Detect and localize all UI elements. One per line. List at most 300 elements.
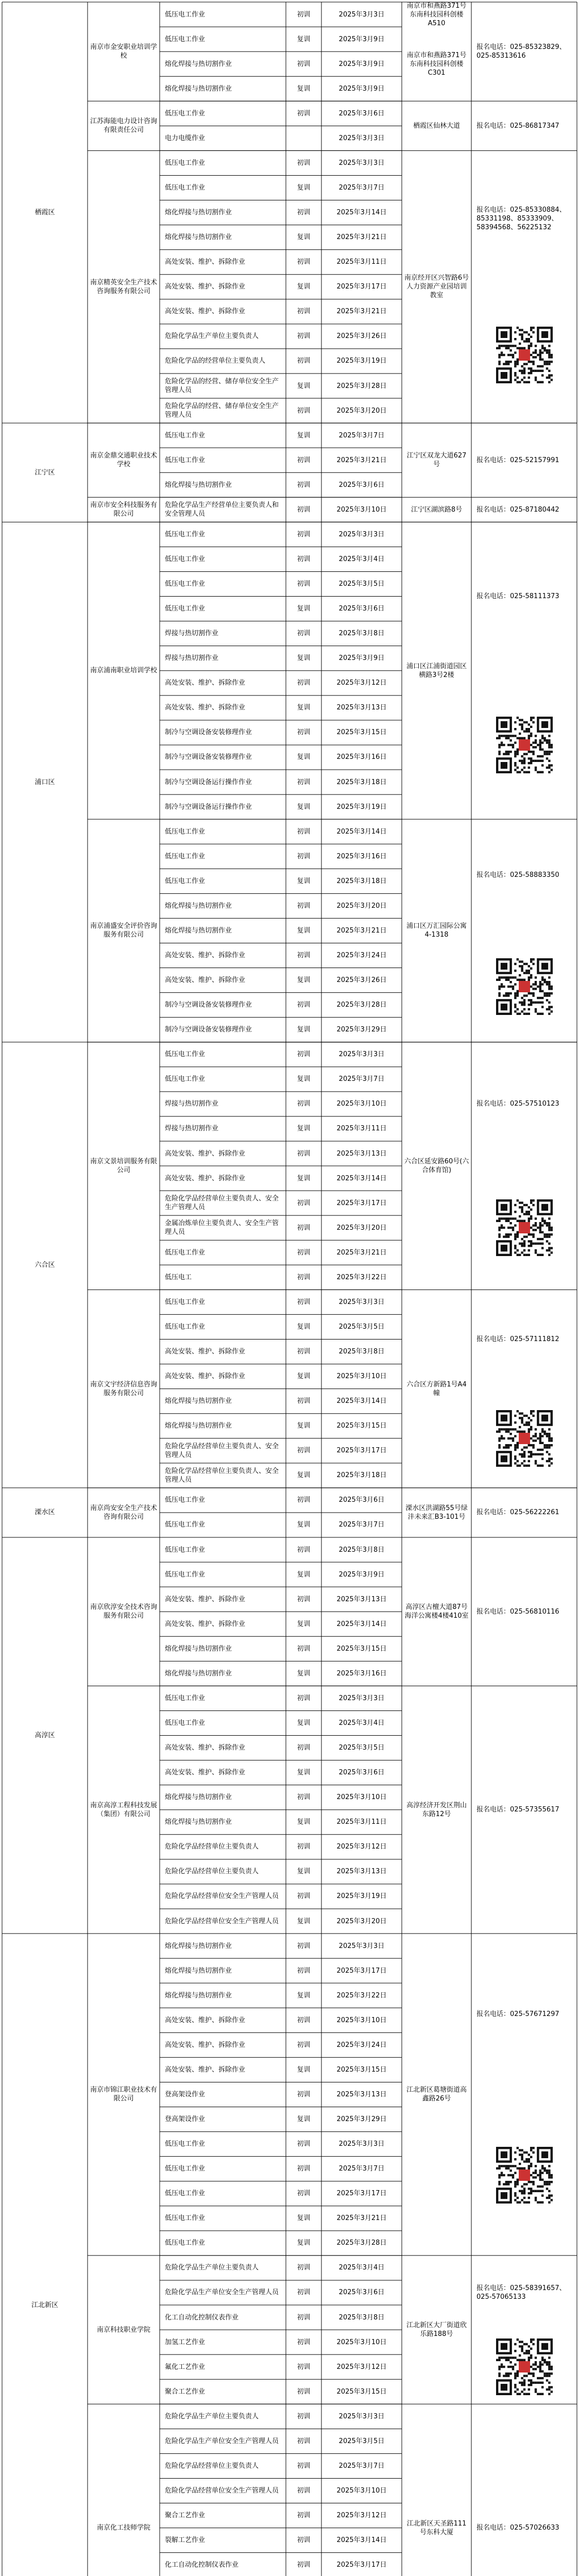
training-type-cell: 初训 <box>297 1224 311 1232</box>
course-cell: 低压电工作业 <box>165 1496 206 1504</box>
training-type-cell: 初训 <box>297 2561 311 2569</box>
start-date-cell: 2025年3月6日 <box>338 2289 385 2297</box>
start-date-cell: 2025年3月14日 <box>336 2536 387 2545</box>
organization-name: 南京高淳工程科技发展（集团）有限公司 <box>90 1801 157 1818</box>
start-date-cell: 2025年3月22日 <box>336 1273 387 1281</box>
start-date-cell: 2025年3月4日 <box>338 2264 385 2272</box>
start-date-cell: 2025年3月19日 <box>336 1892 387 1901</box>
training-address: 栖霞区仙林大道 <box>413 122 460 130</box>
start-date-cell: 2025年3月6日 <box>338 109 385 117</box>
start-date-cell: 2025年3月26日 <box>336 332 387 341</box>
training-type-cell: 复训 <box>297 1818 311 1826</box>
training-type-cell: 初训 <box>297 505 311 514</box>
course-cell: 危险化学品的经营、储存单位安全生产管理人员 <box>165 378 279 394</box>
course-cell: 危险化学品生产单位安全生产管理人员 <box>165 2289 279 2297</box>
start-date-cell: 2025年3月9日 <box>338 654 385 663</box>
signup-phone: 报名电话：025-57355617 <box>476 1806 559 1814</box>
start-date-cell: 2025年3月21日 <box>336 2214 387 2223</box>
start-date-cell: 2025年3月3日 <box>338 530 385 538</box>
training-type-cell: 初训 <box>297 2338 311 2346</box>
start-date-cell: 2025年3月11日 <box>336 1818 387 1826</box>
start-date-cell: 2025年3月14日 <box>336 1174 387 1182</box>
course-cell: 熔化焊接与热切割作业 <box>165 902 232 910</box>
start-date-cell: 2025年3月19日 <box>336 803 387 811</box>
course-cell: 电力电缆作业 <box>165 134 206 142</box>
course-cell: 熔化焊接与热切割作业 <box>165 1645 232 1653</box>
training-type-cell: 初训 <box>297 109 311 117</box>
qr-code-icon <box>496 717 553 773</box>
training-type-cell: 初训 <box>297 2313 311 2321</box>
start-date-cell: 2025年3月14日 <box>336 827 387 836</box>
training-type-cell: 初训 <box>297 60 311 68</box>
course-cell: 聚合工艺作业 <box>165 2387 206 2396</box>
start-date-cell: 2025年3月28日 <box>336 382 387 390</box>
training-type-cell: 复训 <box>297 183 311 192</box>
start-date-cell: 2025年3月8日 <box>338 1348 385 1356</box>
course-cell: 低压电工作业 <box>165 1050 206 1059</box>
training-type-cell: 初训 <box>297 1645 311 1653</box>
course-cell: 焊接与热切割作业 <box>165 630 219 638</box>
course-cell: 制冷与空调设备运行操作作业 <box>165 803 252 811</box>
training-type-cell: 复训 <box>297 1075 311 1083</box>
start-date-cell: 2025年3月20日 <box>336 1917 387 1925</box>
start-date-cell: 2025年3月15日 <box>336 728 387 737</box>
course-cell: 危险化学品经营单位安全生产管理人员 <box>165 1892 279 1901</box>
course-cell: 熔化焊接与热切割作业 <box>165 926 232 935</box>
course-cell: 高处安装、维护、拆除作业 <box>165 1595 246 1603</box>
course-cell: 高处安装、维护、拆除作业 <box>165 1620 246 1628</box>
start-date-cell: 2025年3月26日 <box>336 976 387 985</box>
training-type-cell: 复训 <box>297 2115 311 2124</box>
training-type-cell: 复训 <box>297 1570 311 1579</box>
training-type-cell: 初训 <box>297 10 311 19</box>
course-cell: 低压电工 <box>165 1273 192 1281</box>
course-cell: 低压电工作业 <box>165 605 206 613</box>
start-date-cell: 2025年3月28日 <box>336 1001 387 1009</box>
course-cell: 低压电工作业 <box>165 2190 206 2198</box>
training-type-cell: 初训 <box>297 2437 311 2445</box>
start-date-cell: 2025年3月4日 <box>338 1719 385 1727</box>
start-date-cell: 2025年3月7日 <box>338 2462 385 2470</box>
training-type-cell: 复训 <box>297 1026 311 1034</box>
training-type-cell: 初训 <box>297 555 311 563</box>
training-type-cell: 复训 <box>297 1917 311 1925</box>
start-date-cell: 2025年3月5日 <box>338 1323 385 1331</box>
start-date-cell: 2025年3月17日 <box>336 2561 387 2569</box>
course-cell: 登高架设作业 <box>165 2115 206 2124</box>
start-date-cell: 2025年3月12日 <box>336 1843 387 1851</box>
course-cell: 高处安装、维护、拆除作业 <box>165 2041 246 2049</box>
training-type-cell: 复训 <box>297 233 311 242</box>
course-cell: 熔化焊接与热切割作业 <box>165 233 232 242</box>
course-cell: 低压电工作业 <box>165 555 206 563</box>
training-type-cell: 初训 <box>297 1892 311 1901</box>
training-type-cell: 初训 <box>297 2387 311 2396</box>
course-cell: 低压电工作业 <box>165 877 206 885</box>
organization-name: 南京化工技师学院 <box>96 2524 150 2532</box>
course-cell: 低压电工作业 <box>165 159 206 167</box>
start-date-cell: 2025年3月12日 <box>336 2363 387 2371</box>
course-cell: 低压电工作业 <box>165 183 206 192</box>
organization-name: 南京浦盛安全评价咨询服务有限公司 <box>90 922 157 939</box>
training-type-cell: 初训 <box>297 1793 311 1802</box>
start-date-cell: 2025年3月9日 <box>338 35 385 43</box>
course-cell: 熔化焊接与热切割作业 <box>165 1422 232 1430</box>
training-type-cell: 初训 <box>297 1199 311 1207</box>
course-cell: 高处安装、维护、拆除作业 <box>165 679 246 687</box>
qr-code-icon <box>496 958 553 1015</box>
district-name: 栖霞区 <box>35 209 55 217</box>
training-type-cell: 复训 <box>297 926 311 935</box>
training-type-cell: 初训 <box>297 1248 311 1257</box>
start-date-cell: 2025年3月9日 <box>338 1570 385 1579</box>
course-cell: 制冷与空调设备安装修理作业 <box>165 1001 252 1009</box>
organization-name: 南京文宇经济信息咨询服务有限公司 <box>90 1380 157 1397</box>
address-cell: 南京市和燕路371号东南科技园科创楼A510 <box>406 2 467 27</box>
training-type-cell: 初训 <box>297 406 311 415</box>
training-type-cell: 初训 <box>297 357 311 365</box>
training-type-cell: 复训 <box>297 382 311 390</box>
start-date-cell: 2025年3月21日 <box>336 456 387 464</box>
signup-phone: 报名电话：025-85323829、025-85313616 <box>476 43 566 60</box>
training-type-cell: 复训 <box>297 605 311 613</box>
training-address: 江宁区双龙大道627号 <box>406 452 467 469</box>
training-type-cell: 初训 <box>297 2165 311 2173</box>
course-cell: 危险化学品经营单位安全生产管理人员 <box>165 2487 279 2495</box>
course-cell: 低压电工作业 <box>165 431 206 439</box>
signup-phone: 报名电话：025-85330884、85331198、85333909、58394568、56225132 <box>476 206 566 232</box>
training-type-cell: 复训 <box>297 1769 311 1777</box>
course-cell: 危险化学品经营单位主要负责人、安全管理人员 <box>165 1442 279 1459</box>
course-cell: 高处安装、维护、拆除作业 <box>165 1174 246 1182</box>
training-type-cell: 初训 <box>297 2289 311 2297</box>
course-cell: 高处安装、维护、拆除作业 <box>165 258 246 266</box>
training-type-cell: 初训 <box>297 728 311 737</box>
training-address: 南京经开区兴智路6号人力资源产业园培训教室 <box>404 274 469 300</box>
course-cell: 低压电工作业 <box>165 852 206 860</box>
course-cell: 危险化学品生产单位主要负责人 <box>165 2264 259 2272</box>
training-type-cell: 初训 <box>297 481 311 489</box>
training-type-cell: 复训 <box>297 654 311 663</box>
start-date-cell: 2025年3月10日 <box>336 1100 387 1108</box>
training-type-cell: 初训 <box>297 1546 311 1554</box>
course-cell: 危险化学品生产经营单位主要负责人和安全管理人员 <box>165 501 279 518</box>
training-type-cell: 初训 <box>297 679 311 687</box>
start-date-cell: 2025年3月3日 <box>338 1298 385 1306</box>
course-cell: 化工自动化控制仪表作业 <box>165 2313 239 2321</box>
signup-phone: 报名电话：025-87180442 <box>476 505 559 514</box>
course-cell: 危险化学品经营单位安全生产管理人员 <box>165 1917 279 1925</box>
training-type-cell: 初训 <box>297 580 311 588</box>
start-date-cell: 2025年3月10日 <box>336 2016 387 2024</box>
signup-phone: 报名电话：025-57026633 <box>476 2524 559 2532</box>
course-cell: 制冷与空调设备安装修理作业 <box>165 1026 252 1034</box>
training-address: 溧水区洪湖路55号绿沣未来汇B3-101号 <box>405 1504 468 1521</box>
training-type-cell: 初训 <box>297 456 311 464</box>
training-type-cell: 复训 <box>297 1174 311 1182</box>
training-type-cell: 初训 <box>297 1694 311 1702</box>
start-date-cell: 2025年3月5日 <box>338 580 385 588</box>
qr-code-icon <box>496 327 553 383</box>
course-cell: 危险化学品的经营、储存单位安全生产管理人员 <box>165 402 279 419</box>
start-date-cell: 2025年3月7日 <box>338 431 385 439</box>
course-cell: 熔化焊接与热切割作业 <box>165 481 232 489</box>
start-date-cell: 2025年3月10日 <box>336 1372 387 1381</box>
organization-name: 南京市金安职业培训学校 <box>90 43 157 60</box>
training-type-cell: 初训 <box>297 2016 311 2024</box>
course-cell: 焊接与热切割作业 <box>165 1125 219 1133</box>
course-cell: 低压电工作业 <box>165 109 206 117</box>
course-cell: 低压电工作业 <box>165 1570 206 1579</box>
start-date-cell: 2025年3月3日 <box>338 1694 385 1702</box>
training-address: 六合区延安路60号(六合体育馆) <box>404 1158 469 1175</box>
start-date-cell: 2025年3月17日 <box>336 1447 387 1455</box>
training-type-cell: 复训 <box>297 1991 311 1999</box>
course-cell: 危险化学品经营单位主要负责人、安全生产管理人员 <box>165 1195 279 1212</box>
start-date-cell: 2025年3月21日 <box>336 926 387 935</box>
start-date-cell: 2025年3月3日 <box>338 159 385 167</box>
start-date-cell: 2025年3月13日 <box>336 1868 387 1876</box>
course-cell: 危险化学品经营单位主要负责人 <box>165 1868 259 1876</box>
course-cell: 熔化焊接与热切割作业 <box>165 1669 232 1677</box>
district-name: 溧水区 <box>35 1509 55 1517</box>
signup-phone: 报名电话：025-57671297 <box>476 2010 559 2018</box>
training-type-cell: 初训 <box>297 1149 311 1158</box>
qr-code-icon <box>496 1410 553 1467</box>
training-type-cell: 初训 <box>297 630 311 638</box>
start-date-cell: 2025年3月6日 <box>338 605 385 613</box>
course-cell: 高处安装、维护、拆除作业 <box>165 951 246 959</box>
course-cell: 熔化焊接与热切割作业 <box>165 1397 232 1405</box>
course-cell: 危险化学品经营单位主要负责人、安全管理人员 <box>165 1467 279 1484</box>
training-type-cell: 初训 <box>297 1843 311 1851</box>
course-cell: 危险化学品经营单位主要负责人 <box>165 1843 259 1851</box>
training-type-cell: 初训 <box>297 1397 311 1405</box>
training-type-cell: 复训 <box>297 1422 311 1430</box>
course-cell: 低压电工作业 <box>165 10 206 19</box>
start-date-cell: 2025年3月19日 <box>336 357 387 365</box>
start-date-cell: 2025年3月24日 <box>336 951 387 959</box>
start-date-cell: 2025年3月21日 <box>336 308 387 316</box>
start-date-cell: 2025年3月14日 <box>336 209 387 217</box>
course-cell: 制冷与空调设备安装修理作业 <box>165 753 252 761</box>
course-cell: 高处安装、维护、拆除作业 <box>165 1769 246 1777</box>
training-type-cell: 初训 <box>297 2363 311 2371</box>
start-date-cell: 2025年3月13日 <box>336 1595 387 1603</box>
start-date-cell: 2025年3月15日 <box>336 1645 387 1653</box>
start-date-cell: 2025年3月6日 <box>338 481 385 489</box>
start-date-cell: 2025年3月13日 <box>336 704 387 712</box>
course-cell: 裂解工艺作业 <box>165 2536 206 2545</box>
training-type-cell: 初训 <box>297 332 311 341</box>
course-cell: 焊接与热切割作业 <box>165 654 219 663</box>
qr-code-icon <box>496 2147 553 2204</box>
signup-phone: 报名电话：025-58111373 <box>476 592 559 601</box>
training-type-cell <box>286 126 321 150</box>
organization-name: 南京科技职业学院 <box>96 2326 150 2334</box>
start-date-cell: 2025年3月3日 <box>338 1942 385 1950</box>
start-date-cell: 2025年3月21日 <box>336 1248 387 1257</box>
signup-phone: 报名电话：025-86817347 <box>476 122 559 130</box>
training-address: 浦口区万汇园际公寓4-1318 <box>406 922 467 939</box>
course-cell: 危险化学品的经营单位主要负责人 <box>165 357 266 365</box>
organization-name: 南京欣淳安全技术咨询服务有限公司 <box>90 1603 157 1620</box>
start-date-cell: 2025年3月17日 <box>336 1967 387 1975</box>
start-date-cell: 2025年3月28日 <box>336 2239 387 2247</box>
start-date-cell: 2025年3月12日 <box>336 2512 387 2520</box>
signup-phone: 报名电话：025-58391657、025-57065133 <box>476 2284 566 2301</box>
course-cell: 熔化焊接与热切割作业 <box>165 60 232 68</box>
course-cell: 加氢工艺作业 <box>165 2338 206 2346</box>
course-cell: 熔化焊接与热切割作业 <box>165 1818 232 1826</box>
training-address: 六合区方新路1号A4幢 <box>406 1380 467 1397</box>
start-date-cell: 2025年3月15日 <box>336 1422 387 1430</box>
organization-name: 江苏海能电力设计咨询有限责任公司 <box>90 117 157 134</box>
course-cell: 危险化学品经营单位主要负责人 <box>165 2462 259 2470</box>
start-date-cell: 2025年3月13日 <box>336 2090 387 2098</box>
qr-code-icon <box>496 1199 553 1256</box>
course-cell: 低压电工作业 <box>165 1323 206 1331</box>
start-date-cell: 2025年3月18日 <box>336 778 387 786</box>
start-date-cell: 2025年3月4日 <box>338 555 385 563</box>
course-cell: 低压电工作业 <box>165 2214 206 2223</box>
course-cell: 低压电工作业 <box>165 580 206 588</box>
course-cell: 危险化学品生产单位主要负责人 <box>165 2412 259 2420</box>
start-date-cell: 2025年3月14日 <box>336 1397 387 1405</box>
district-name: 浦口区 <box>35 778 55 786</box>
organization-name: 南京金鼎交通职业技术学校 <box>90 452 157 469</box>
course-cell: 聚合工艺作业 <box>165 2512 206 2520</box>
signup-phone: 报名电话：025-57111812 <box>476 1335 559 1343</box>
training-type-cell: 复训 <box>297 753 311 761</box>
district-name: 江宁区 <box>35 468 55 477</box>
training-type-cell: 复训 <box>297 1471 311 1480</box>
course-cell: 低压电工作业 <box>165 827 206 836</box>
course-cell: 金属冶炼单位主要负责人、安全生产管理人员 <box>165 1219 279 1236</box>
training-type-cell: 初训 <box>297 2512 311 2520</box>
course-cell: 熔化焊接与热切割作业 <box>165 209 232 217</box>
start-date-cell: 2025年3月20日 <box>336 1224 387 1232</box>
start-date-cell: 2025年3月15日 <box>336 2387 387 2396</box>
start-date-cell: 2025年3月15日 <box>336 2065 387 2074</box>
course-cell: 高处安装、维护、拆除作业 <box>165 2065 246 2074</box>
training-type-cell: 初训 <box>297 159 311 167</box>
course-cell: 低压电工作业 <box>165 1719 206 1727</box>
district-name: 江北新区 <box>31 2301 58 2309</box>
training-address: 高淳经济开发区荆山东路12号 <box>406 1801 467 1818</box>
course-cell: 熔化焊接与热切割作业 <box>165 1991 232 1999</box>
start-date-cell: 2025年3月16日 <box>336 852 387 860</box>
training-type-cell: 初训 <box>297 1595 311 1603</box>
training-address: 江北新区葛塘街道高鑫路26号 <box>406 2086 467 2103</box>
start-date-cell: 2025年3月22日 <box>336 1991 387 1999</box>
start-date-cell: 2025年3月7日 <box>338 1075 385 1083</box>
training-type-cell: 初训 <box>297 258 311 266</box>
district-name: 六合区 <box>35 1261 55 1269</box>
start-date-cell: 2025年3月3日 <box>338 10 385 19</box>
start-date-cell: 2025年3月13日 <box>336 1149 387 1158</box>
training-type-cell: 初训 <box>297 2264 311 2272</box>
training-type-cell: 复训 <box>297 1372 311 1381</box>
organization-name: 南京尚安安全生产技术咨询有限公司 <box>90 1504 157 1521</box>
start-date-cell: 2025年3月10日 <box>336 2487 387 2495</box>
training-type-cell: 初训 <box>297 2412 311 2420</box>
start-date-cell: 2025年3月9日 <box>338 84 385 93</box>
course-cell: 高处安装、维护、拆除作业 <box>165 308 246 316</box>
training-type-cell: 复训 <box>297 803 311 811</box>
start-date-cell: 2025年3月18日 <box>336 877 387 885</box>
training-type-cell: 初训 <box>297 2090 311 2098</box>
course-cell: 危险化学品生产单位安全生产管理人员 <box>165 2437 279 2445</box>
course-cell: 低压电工作业 <box>165 1075 206 1083</box>
start-date-cell: 2025年3月9日 <box>338 60 385 68</box>
training-type-cell: 初训 <box>297 1273 311 1281</box>
course-cell: 低压电工作业 <box>165 456 206 464</box>
training-type-cell: 初训 <box>297 1496 311 1504</box>
course-cell: 高处安装、维护、拆除作业 <box>165 1149 246 1158</box>
training-type-cell: 初训 <box>297 1298 311 1306</box>
start-date-cell: 2025年3月18日 <box>336 1471 387 1480</box>
start-date-cell: 2025年3月17日 <box>336 2190 387 2198</box>
training-address: 浦口区江浦街道园区横路3号2楼 <box>406 662 467 679</box>
course-cell: 低压电工作业 <box>165 530 206 538</box>
training-type-cell: 初训 <box>297 2487 311 2495</box>
training-type-cell: 初训 <box>297 1744 311 1752</box>
organization-name: 南京市安全科技服务有限公司 <box>90 501 157 518</box>
start-date-cell: 2025年3月7日 <box>338 183 385 192</box>
training-type-cell: 初训 <box>297 1001 311 1009</box>
course-cell: 高处安装、维护、拆除作业 <box>165 1744 246 1752</box>
training-type-cell: 复训 <box>297 2239 311 2247</box>
start-date-cell: 2025年3月7日 <box>338 1521 385 1529</box>
start-date-cell: 2025年3月17日 <box>336 283 387 291</box>
training-type-cell: 初训 <box>297 1967 311 1975</box>
start-date-cell: 2025年3月21日 <box>336 233 387 242</box>
organization-name: 南京精英安全生产技术咨询服务有限公司 <box>90 278 157 295</box>
signup-phone: 报名电话：025-58883350 <box>476 871 559 879</box>
course-cell: 熔化焊接与热切割作业 <box>165 1967 232 1975</box>
training-type-cell: 初训 <box>297 2041 311 2049</box>
training-type-cell: 复训 <box>297 431 311 439</box>
training-type-cell: 复训 <box>297 1669 311 1677</box>
organization-name: 南京市锦江职业技术有限公司 <box>90 2086 157 2103</box>
organization-name: 南京文景培训服务有限公司 <box>90 1158 157 1175</box>
course-cell: 熔化焊接与热切割作业 <box>165 1942 232 1950</box>
course-cell: 低压电工作业 <box>165 2140 206 2148</box>
start-date-cell: 2025年3月17日 <box>336 1199 387 1207</box>
training-type-cell: 初训 <box>297 530 311 538</box>
start-date-cell: 2025年3月8日 <box>338 630 385 638</box>
training-address: 江北新区大厂街道欣乐路188号 <box>406 2321 467 2338</box>
start-date-cell: 2025年3月10日 <box>336 1793 387 1802</box>
training-type-cell: 复训 <box>297 1719 311 1727</box>
training-type-cell: 初训 <box>297 852 311 860</box>
start-date-cell: 2025年3月16日 <box>336 753 387 761</box>
training-type-cell: 初训 <box>297 827 311 836</box>
course-cell: 高处安装、维护、拆除作业 <box>165 1372 246 1381</box>
training-address: 江宁区湖滨路8号 <box>411 505 463 514</box>
training-type-cell: 初训 <box>297 1050 311 1059</box>
organization-name: 南京浦南职业培训学校 <box>90 667 157 675</box>
training-type-cell: 复训 <box>297 1620 311 1628</box>
start-date-cell: 2025年3月20日 <box>336 406 387 415</box>
training-type-cell: 初训 <box>297 1348 311 1356</box>
course-cell: 熔化焊接与热切割作业 <box>165 1793 232 1802</box>
start-date-cell: 2025年3月6日 <box>338 1769 385 1777</box>
training-type-cell: 复训 <box>297 2065 311 2074</box>
training-type-cell: 复训 <box>297 2214 311 2223</box>
training-type-cell: 初训 <box>297 951 311 959</box>
